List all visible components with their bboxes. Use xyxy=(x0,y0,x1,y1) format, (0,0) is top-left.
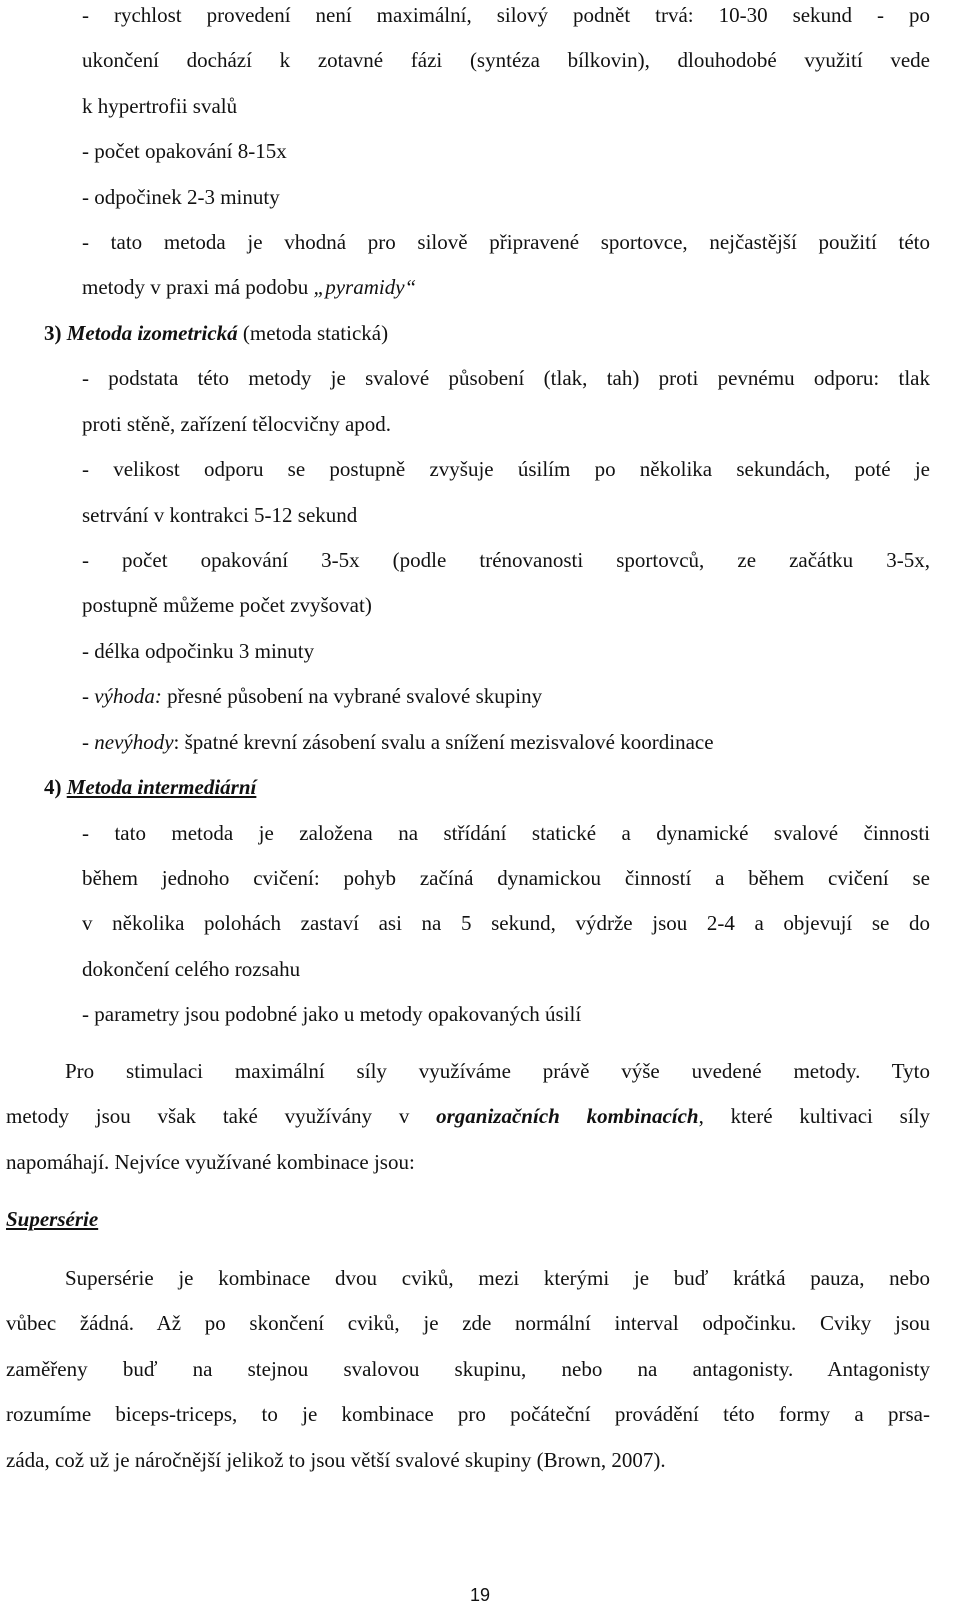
text-line: v několika polohách zastaví asi na 5 sekund, výdrže jsou 2-4 a objevují se do xyxy=(82,911,930,935)
paragraph-line: metody jsou však také využívány v organizačních kombinacích, které kultivaci síly xyxy=(6,1104,930,1128)
paragraph-line: záda, což už je náročnější jelikož to jsou větší svalové skupiny (Brown, 2007). xyxy=(6,1448,666,1472)
text-line: k hypertrofii svalů xyxy=(82,94,238,118)
text-line: setrvání v kontrakci 5-12 sekund xyxy=(82,503,358,527)
paragraph-line: napomáhají. Nejvíce využívané kombinace jsou: xyxy=(6,1150,415,1174)
text-line: během jednoho cvičení: pohyb začíná dynamickou činností a během cvičení se xyxy=(82,866,930,890)
text-line: - velikost odporu se postupně zvyšuje úsilím po několika sekundách, poté je xyxy=(82,457,930,481)
text-line: - podstata této metody je svalové působení (tlak, tah) proti pevnému odporu: tlak xyxy=(82,366,930,390)
text-line: postupně můžeme počet zvyšovat) xyxy=(82,593,372,617)
text-line: dokončení celého rozsahu xyxy=(82,957,301,981)
paragraph-line: rozumíme biceps-triceps, to je kombinace pro počáteční provádění této formy a prsa- xyxy=(6,1402,930,1426)
text-line: ukončení dochází k zotavné fázi (syntéza bílkovin), dlouhodobé využití vede xyxy=(82,48,930,72)
page-number: 19 xyxy=(469,1585,491,1605)
text-line: - parametry jsou podobné jako u metody opakovaných úsilí xyxy=(82,1002,582,1026)
paragraph-line: vůbec žádná. Až po skončení cviků, je zde normální interval odpočinku. Cviky jsou xyxy=(6,1311,930,1335)
paragraph-line: Pro stimulaci maximální síly využíváme právě výše uvedené metody. Tyto xyxy=(65,1059,930,1083)
text-line: - nevýhody: špatné krevní zásobení svalu a snížení mezisvalové koordinace xyxy=(82,730,714,754)
text-line: - rychlost provedení není maximální, silový podnět trvá: 10-30 sekund - po xyxy=(82,3,930,27)
section-heading-3: 3) Metoda izometrická (metoda statická) xyxy=(44,321,389,345)
paragraph-line: zaměřeny buď na stejnou svalovou skupinu, nebo na antagonisty. Antagonisty xyxy=(6,1357,930,1381)
subheading-superserie: Supersérie xyxy=(6,1207,99,1231)
paragraph-line: Supersérie je kombinace dvou cviků, mezi kterými je buď krátká pauza, nebo xyxy=(65,1266,930,1290)
text-line: - tato metoda je založena na střídání statické a dynamické svalové činnosti xyxy=(82,821,930,845)
text-line: - výhoda: přesné působení na vybrané svalové skupiny xyxy=(82,684,543,708)
section-heading-4: 4) Metoda intermediární xyxy=(44,775,257,799)
text-line: metody v praxi má podobu „pyramidy“ xyxy=(82,275,417,299)
text-line: - délka odpočinku 3 minuty xyxy=(82,639,315,663)
text-line: - počet opakování 3-5x (podle trénovanosti sportovců, ze začátku 3-5x, xyxy=(82,548,930,572)
text-line: - odpočinek 2-3 minuty xyxy=(82,185,280,209)
text-line: proti stěně, zařízení tělocvičny apod. xyxy=(82,412,392,436)
text-line: - tato metoda je vhodná pro silově připravené sportovce, nejčastější použití této xyxy=(82,230,930,254)
text-line: - počet opakování 8-15x xyxy=(82,139,287,163)
